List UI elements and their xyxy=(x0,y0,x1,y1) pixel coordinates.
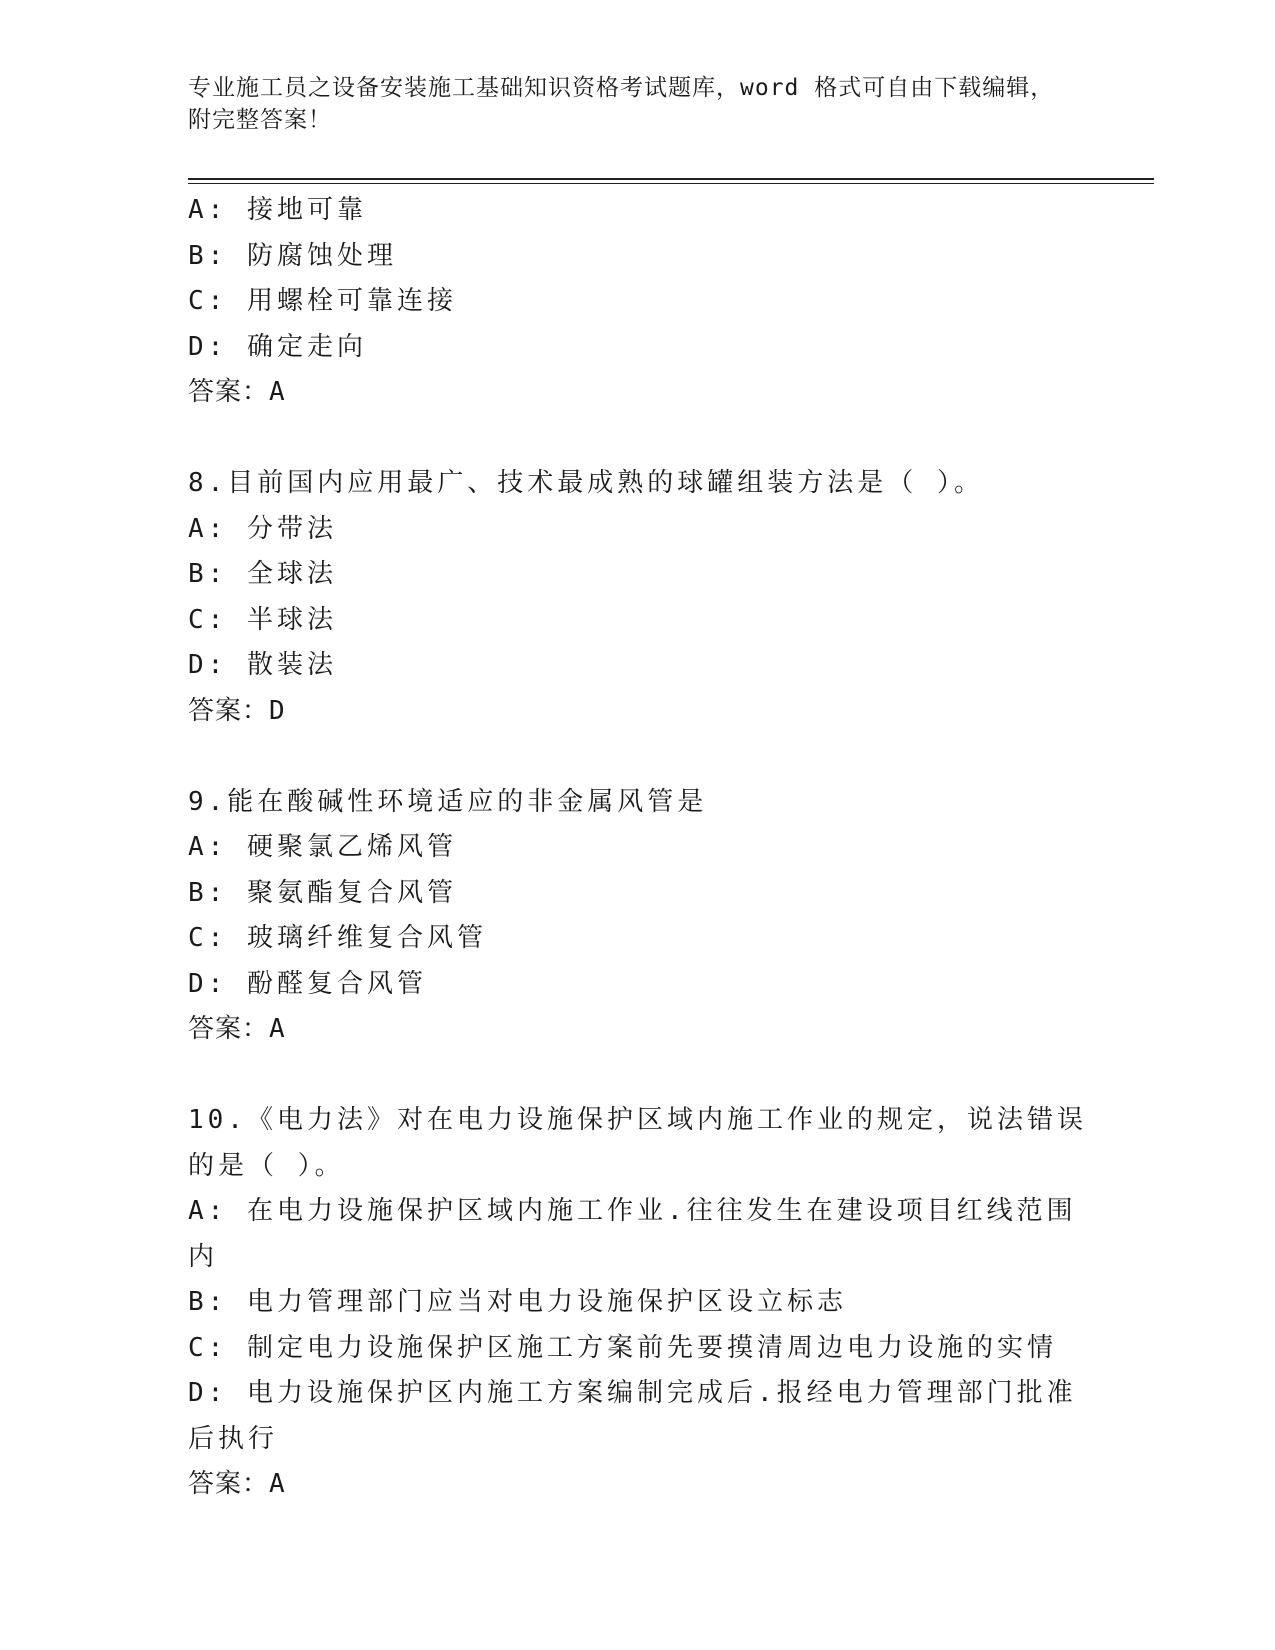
option-c: C: 制定电力设施保护区施工方案前先要摸清周边电力设施的实情 xyxy=(188,1332,1057,1363)
question-8 xyxy=(188,461,1088,734)
option-a: A: 接地可靠 xyxy=(188,195,367,225)
option-a: A: 分带法 xyxy=(188,513,337,544)
option-d: D: 酚醛复合风管 xyxy=(188,968,427,999)
header-rule-thick xyxy=(188,178,1154,180)
option-a: A: 在电力设施保护区域内施工作业.往往发生在建设项目红线范围内 xyxy=(188,1196,1077,1272)
question-text: 10.《电力法》对在电力设施保护区域内施工作业的规定，说法错误的是（ ）。 xyxy=(188,1105,1087,1181)
answer-line: 答案：D xyxy=(188,695,286,726)
option-b: B: 防腐蚀处理 xyxy=(188,240,397,271)
carryover-block xyxy=(188,188,1088,416)
question-text: 9.能在酸碱性环境适应的非金属风管是 xyxy=(188,786,708,817)
answer-line: 答案：A xyxy=(188,1014,286,1044)
option-b: B: 聚氨酯复合风管 xyxy=(188,877,457,908)
answer-line: 答案：A xyxy=(188,377,286,407)
option-b: B: 全球法 xyxy=(188,559,337,589)
option-c: C: 玻璃纤维复合风管 xyxy=(188,923,487,953)
option-b: B: 电力管理部门应当对电力设施保护区设立标志 xyxy=(188,1287,847,1317)
option-c: C: 用螺栓可靠连接 xyxy=(188,286,457,316)
option-d: D: 电力设施保护区内施工方案编制完成后.报经电力管理部门批准后执行 xyxy=(188,1378,1077,1454)
question-10 xyxy=(188,1098,1088,1508)
page-header: 专业施工员之设备安装施工基础知识资格考试题库，word 格式可自由下载编辑，附完整答案！ xyxy=(188,75,1055,133)
spacer xyxy=(188,734,1088,780)
question-text: 8.目前国内应用最广、技术最成熟的球罐组装方法是（ ）。 xyxy=(188,468,984,498)
answer-line: 答案：A xyxy=(188,1469,286,1499)
question-9 xyxy=(188,780,1088,1053)
spacer xyxy=(188,416,1088,462)
option-d: D: 散装法 xyxy=(188,650,337,680)
option-d: D: 确定走向 xyxy=(188,331,367,362)
header-rule-thin xyxy=(188,183,1154,184)
option-a: A: 硬聚氯乙烯风管 xyxy=(188,832,457,862)
option-c: C: 半球法 xyxy=(188,604,337,635)
spacer xyxy=(188,1053,1088,1099)
question-list xyxy=(188,188,1088,1508)
